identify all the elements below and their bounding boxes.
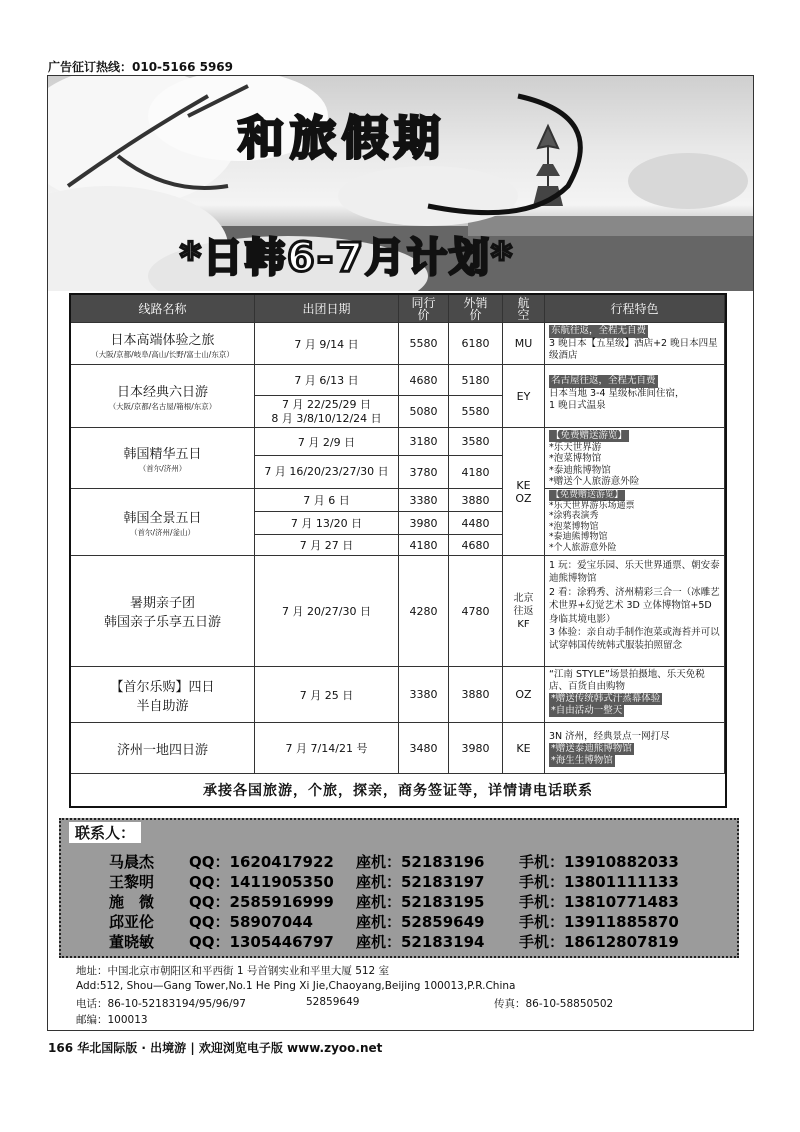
contact-row bbox=[61, 931, 741, 951]
route-name bbox=[71, 365, 255, 428]
retail-price: 4480 bbox=[449, 512, 503, 535]
peer-price: 3180 bbox=[399, 428, 449, 456]
contact-tel: 座机：52183194 bbox=[356, 933, 485, 951]
header-retail-price: 外销价 bbox=[449, 295, 503, 323]
header-airline: 航空 bbox=[503, 295, 545, 323]
contact-name: 马晨杰 bbox=[109, 853, 155, 871]
route-features bbox=[545, 365, 725, 428]
feature-line: *泰迪熊博物馆 bbox=[549, 464, 611, 476]
feature-line: 日本当地 3-4 星级标准间住宿， bbox=[549, 387, 685, 399]
contact-label: 联系人： bbox=[69, 822, 141, 843]
route-name bbox=[71, 428, 255, 489]
contact-row bbox=[61, 891, 741, 911]
feature-line: *个人旅游意外险 bbox=[549, 542, 617, 553]
contact-qq: QQ：1411905350 bbox=[189, 873, 334, 891]
feature-line: 1 玩：爱宝乐园、乐天世界通票、朝安泰迪熊博物馆 bbox=[549, 560, 720, 585]
feature-line: *泡菜博物馆 bbox=[549, 453, 602, 464]
contact-name: 董晓敏 bbox=[109, 933, 155, 951]
feature-line: *赠送个人旅游意外险 bbox=[549, 476, 640, 487]
feature-highlight: 东航往返，全程无自费 bbox=[551, 325, 647, 336]
route-features bbox=[545, 323, 725, 365]
airline: KE bbox=[503, 723, 545, 774]
airline: OZ bbox=[503, 667, 545, 723]
feature-line: *涂鸦表演秀 bbox=[549, 511, 599, 522]
header-date: 出团日期 bbox=[255, 295, 399, 323]
retail-price: 3980 bbox=[449, 723, 503, 774]
fax: 传真：86-10-58850502 bbox=[494, 998, 614, 1010]
route-name bbox=[71, 323, 255, 365]
retail-price: 3880 bbox=[449, 489, 503, 512]
feature-line: 3 体验：亲自动手制作泡菜或海苔并可以试穿韩国传统韩式服装拍照留念 bbox=[549, 627, 720, 652]
departure-date: 7 月 13/20 日 bbox=[255, 512, 399, 535]
ad-hotline: 广告征订热线：010-5166 5969 bbox=[48, 60, 234, 74]
contact-qq: QQ：1305446797 bbox=[189, 933, 334, 951]
itinerary-table bbox=[69, 293, 727, 808]
contact-mobile: 手机：13801111133 bbox=[519, 873, 679, 891]
table-footer-note: 承接各国旅游，个旅，探亲，商务签证等，详情请电话联系 bbox=[203, 783, 593, 799]
route-title: 济州一地四日游 bbox=[116, 742, 208, 758]
feature-highlight: 名古屋往返，全程无自费 bbox=[551, 375, 656, 386]
peer-price: 3380 bbox=[399, 489, 449, 512]
page-footer: 166 华北国际版 · 出境游 | 欢迎浏览电子版 www.zyoo.net bbox=[48, 1041, 383, 1055]
header-feature: 行程特色 bbox=[545, 295, 725, 323]
airline: 北京往返KF bbox=[503, 556, 545, 667]
route-features bbox=[545, 489, 725, 556]
contact-mobile: 手机：13810771483 bbox=[519, 893, 679, 911]
contact-name: 邱亚伦 bbox=[109, 913, 155, 931]
brand-logo: 和旅假期 bbox=[238, 111, 446, 165]
airline: MU bbox=[503, 323, 545, 365]
route-title: 韩国全景五日 bbox=[123, 511, 202, 526]
route-features bbox=[545, 428, 725, 489]
contact-qq: QQ：1620417922 bbox=[189, 853, 334, 871]
retail-price: 3580 bbox=[449, 428, 503, 456]
route-cities: （首尔/济州） bbox=[138, 464, 187, 473]
departure-date: 7 月 6 日 bbox=[255, 489, 399, 512]
address-en: Add:512, Shou—Gang Tower,No.1 He Ping Xi Jie,Chaoyang,Beijing 100013,P.R.China bbox=[76, 980, 516, 992]
feature-highlight: *海生生博物馆 bbox=[551, 755, 613, 766]
departure-date: 7 月 20/27/30 日 bbox=[255, 556, 399, 667]
departure-date: 7 月 16/20/23/27/30 日 bbox=[255, 456, 399, 489]
contact-mobile: 手机：18612807819 bbox=[519, 933, 679, 951]
departure-date: 7 月 25 日 bbox=[255, 667, 399, 723]
airline: EY bbox=[503, 365, 545, 428]
header-route: 线路名称 bbox=[71, 295, 255, 323]
contact-row bbox=[61, 911, 741, 931]
route-title: 日本高端体验之旅 bbox=[110, 332, 215, 348]
peer-price: 5580 bbox=[399, 323, 449, 365]
route-title: 韩国精华五日 bbox=[123, 447, 202, 462]
header-peer-price: 同行价 bbox=[399, 295, 449, 323]
contact-tel: 座机：52183196 bbox=[356, 853, 485, 871]
retail-price: 5580 bbox=[449, 396, 503, 428]
contact-tel: 座机：52859649 bbox=[356, 913, 485, 931]
contact-row bbox=[61, 871, 741, 891]
peer-price: 3980 bbox=[399, 512, 449, 535]
zip-code: 邮编：100013 bbox=[76, 1014, 148, 1026]
peer-price: 3380 bbox=[399, 667, 449, 723]
retail-price: 5180 bbox=[449, 365, 503, 396]
airline: KE OZ bbox=[503, 428, 545, 556]
route-name bbox=[71, 489, 255, 556]
feature-line: *乐天世界游乐场通票 bbox=[549, 500, 635, 511]
feature-highlight: *自由活动一整天 bbox=[551, 705, 623, 716]
contact-name: 施 微 bbox=[109, 893, 155, 911]
retail-price: 3880 bbox=[449, 667, 503, 723]
page-subtitle: *日韩6-7月计划* bbox=[180, 235, 515, 281]
route-cities: （首尔/济州/釜山） bbox=[129, 528, 196, 537]
feature-highlight: *赠送传统韩式汗蒸幕体验 bbox=[551, 693, 661, 704]
retail-price: 4780 bbox=[449, 556, 503, 667]
peer-price: 3780 bbox=[399, 456, 449, 489]
departure-date: 7 月 22/25/29 日 8 月 3/8/10/12/24 日 bbox=[255, 396, 399, 428]
departure-date: 7 月 27 日 bbox=[255, 535, 399, 556]
feature-line: 1 晚日式温泉 bbox=[549, 400, 606, 411]
route-features bbox=[545, 667, 725, 723]
route-cities: （大阪/京都/名古屋/箱根/东京） bbox=[108, 402, 217, 411]
route-features bbox=[545, 723, 725, 774]
route-features bbox=[545, 556, 725, 667]
contact-mobile: 手机：13910882033 bbox=[519, 853, 679, 871]
departure-date: 7 月 6/13 日 bbox=[255, 365, 399, 396]
route-title-line2: 韩国亲子乐享五日游 bbox=[103, 615, 221, 630]
contact-row bbox=[61, 851, 741, 871]
route-name bbox=[71, 556, 255, 667]
contact-tel: 座机：52183195 bbox=[356, 893, 485, 911]
route-title: 暑期亲子团 bbox=[129, 596, 195, 611]
peer-price: 5080 bbox=[399, 396, 449, 428]
feature-highlight: *赠送泰迪熊博物馆 bbox=[551, 743, 632, 754]
address-cn: 地址：中国北京市朝阳区和平西街 1 号首钢实业和平里大厦 512 室 bbox=[76, 965, 390, 977]
route-title: 【首尔乐购】四日 bbox=[110, 679, 215, 695]
route-title: 日本经典六日游 bbox=[116, 385, 208, 400]
route-name bbox=[71, 667, 255, 723]
retail-price: 4680 bbox=[449, 535, 503, 556]
retail-price: 6180 bbox=[449, 323, 503, 365]
contact-qq: QQ：58907044 bbox=[189, 913, 313, 931]
departure-date: 7 月 9/14 日 bbox=[255, 323, 399, 365]
peer-price: 3480 bbox=[399, 723, 449, 774]
feature-line: 3N 济州，经典景点一网打尽 bbox=[549, 731, 670, 742]
peer-price: 4180 bbox=[399, 535, 449, 556]
contact-panel bbox=[59, 818, 739, 958]
feature-line: *泰迪熊博物馆 bbox=[549, 532, 608, 543]
feature-line: *泡菜博物馆 bbox=[549, 521, 599, 532]
contact-mobile: 手机：13911885870 bbox=[519, 913, 679, 931]
departure-date: 7 月 7/14/21 号 bbox=[255, 723, 399, 774]
route-cities: （大阪/京都/岐阜/高山/长野/富士山/东京） bbox=[91, 349, 234, 359]
feature-highlight: 【免费赠送游览】 bbox=[551, 430, 628, 441]
feature-line: “江南 STYLE”场景拍摄地、乐天免税店、百货自由购物 bbox=[549, 669, 705, 692]
phone: 电话：86-10-52183194/95/96/97 bbox=[76, 998, 246, 1010]
feature-highlight: 【免费赠送游览】 bbox=[551, 490, 624, 500]
feature-line: 2 看：涂鸦秀、济州精彩三合一（冰雕艺术世界+幻觉艺术 3D 立体博物馆+5D 身临其境电影） bbox=[549, 586, 720, 625]
retail-price: 4180 bbox=[449, 456, 503, 489]
contact-qq: QQ：2585916999 bbox=[189, 893, 334, 911]
peer-price: 4280 bbox=[399, 556, 449, 667]
feature-line: 3 晚日本【五星级】酒店+2 晚日本四星级酒店 bbox=[549, 337, 718, 361]
feature-line: *乐天世界游 bbox=[549, 441, 602, 453]
contact-name: 王黎明 bbox=[109, 873, 155, 891]
route-name bbox=[71, 723, 255, 774]
peer-price: 4680 bbox=[399, 365, 449, 396]
phone-2: 52859649 bbox=[306, 996, 360, 1008]
contact-tel: 座机：52183197 bbox=[356, 873, 485, 891]
departure-date: 7 月 2/9 日 bbox=[255, 428, 399, 456]
route-title-line2: 半自助游 bbox=[136, 698, 189, 714]
